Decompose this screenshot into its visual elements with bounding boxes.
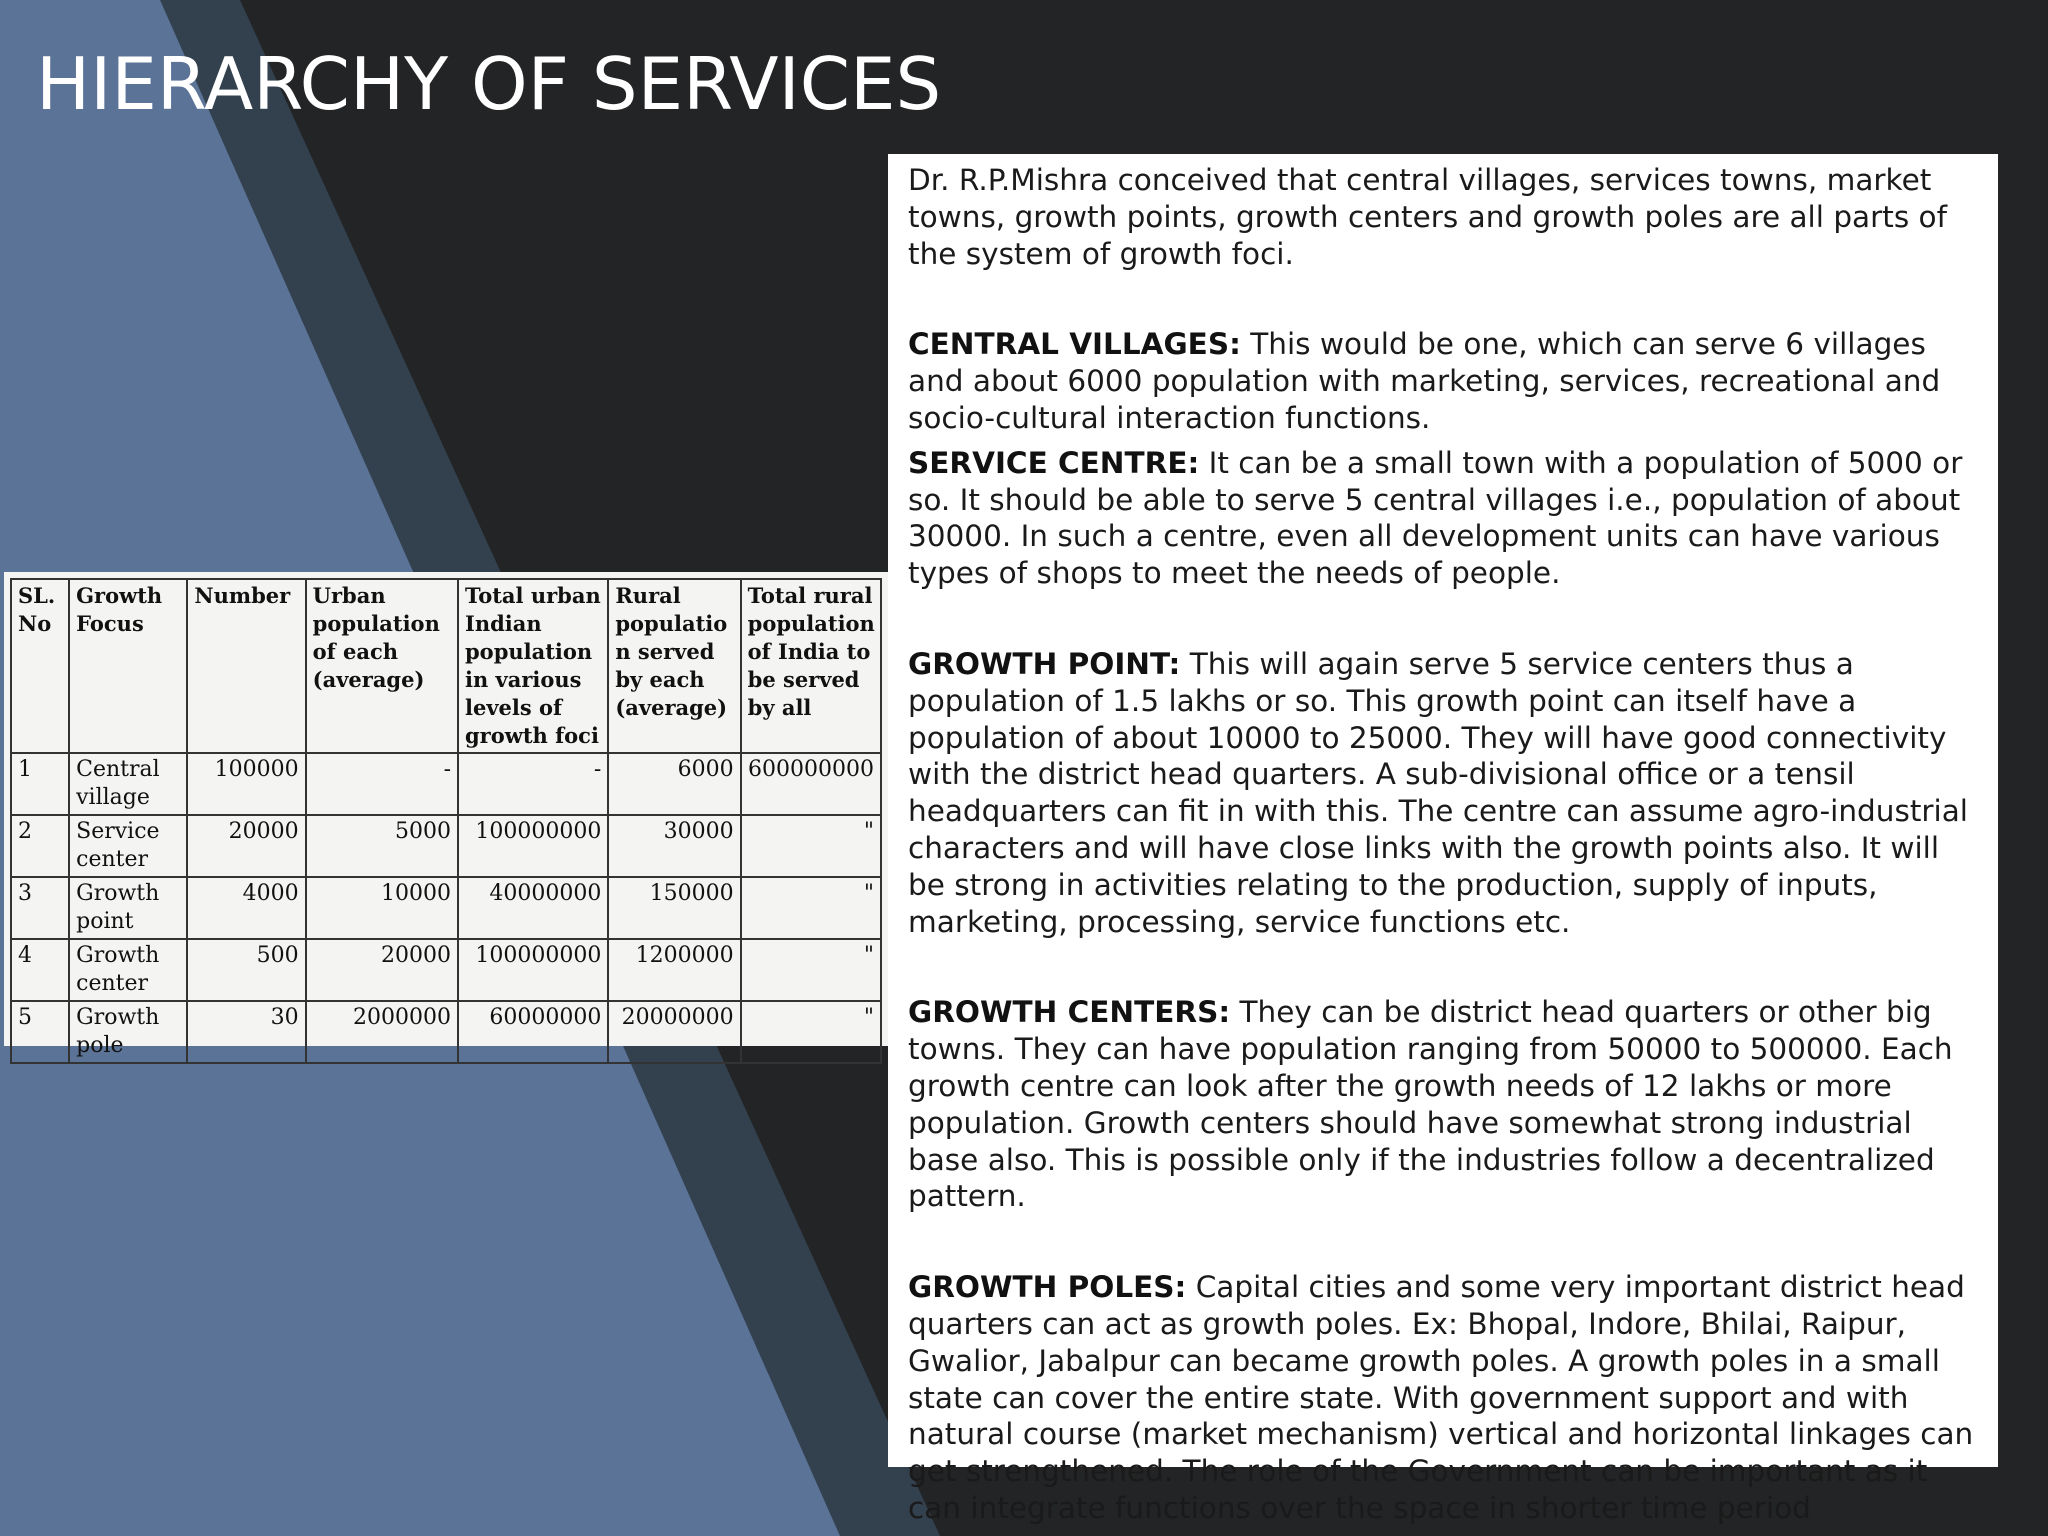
growth-foci-table-image (4, 572, 888, 1058)
growth-poles-text: Capital cities and some very important district head quarters can act as growth poles. Ex: Bhopal, Indore, Bhilai, Raipur, Gwalior, Jabalpur can became growth poles. A growth poles in a small state can cover the entire state. With government support and with natural course (market mechanism) vertical and horizontal linkages can get strengthened. The role of the Government can be important as it can integrate functions over the space in shorter time period (908, 1270, 1974, 1525)
description-panel (888, 154, 1998, 1525)
cell-rural-population-served: 1200000 (608, 939, 740, 1001)
table-row (11, 815, 881, 877)
cell-rural-population-served: 20000000 (608, 1001, 740, 1063)
cell-growth-focus: Growth point (69, 877, 187, 939)
cell-urban-population-each: - (306, 753, 458, 815)
cell-total-rural-population: 600000000 (741, 753, 881, 815)
service-centre-text: It can be a small town with a population of 5000 or so. It should be able to serve 5 central villages i.e., population of about 30000. In such a centre, even all development units can have various types of shops to meet the needs of people. (908, 445, 1963, 591)
cell-growth-focus: Growth pole (69, 1001, 187, 1063)
cell-urban-population-each: 2000000 (306, 1001, 458, 1063)
table-header-row (11, 579, 881, 753)
service-centre-paragraph (908, 445, 1978, 592)
header-rural-population-served: Rural populatio n served by each (average) (608, 579, 740, 753)
cell-number: 4000 (187, 877, 305, 939)
cell-sl-no: 5 (11, 1001, 69, 1063)
header-sl-no: SL. No (11, 579, 69, 753)
cell-urban-population-each: 20000 (306, 939, 458, 1001)
header-total-rural-population: Total rural population of India to be served by all (741, 579, 881, 753)
cell-number: 30 (187, 1001, 305, 1063)
cell-rural-population-served: 30000 (608, 815, 740, 877)
cell-urban-population-each: 5000 (306, 815, 458, 877)
growth-point-paragraph (908, 646, 1978, 940)
cell-total-urban-population: 60000000 (458, 1001, 608, 1063)
table-row (11, 939, 881, 1001)
central-villages-text: This would be one, which can serve 6 villages and about 6000 population with marketing, services, recreational and socio-cultural interaction functions. (908, 327, 1941, 435)
central-villages-label: CENTRAL VILLAGES: (908, 327, 1241, 362)
table-row (11, 877, 881, 939)
cell-number: 100000 (187, 753, 305, 815)
header-number: Number (187, 579, 305, 753)
cell-growth-focus: Growth center (69, 939, 187, 1001)
cell-number: 20000 (187, 815, 305, 877)
cell-rural-population-served: 6000 (608, 753, 740, 815)
slide-title: HIERARCHY OF SERVICES (36, 42, 942, 126)
intro-paragraph: Dr. R.P.Mishra conceived that central villages, services towns, market towns, growth points, growth centers and growth poles are all parts of the system of growth foci. (908, 163, 1947, 271)
cell-urban-population-each: 10000 (306, 877, 458, 939)
growth-poles-paragraph (908, 1269, 1978, 1527)
central-villages-paragraph (908, 326, 1978, 436)
cell-total-rural-population: " (741, 877, 881, 939)
cell-number: 500 (187, 939, 305, 1001)
service-centre-label: SERVICE CENTRE: (908, 445, 1200, 480)
cell-total-rural-population: " (741, 1001, 881, 1063)
growth-foci-table (10, 578, 882, 1064)
header-growth-focus: Growth Focus (69, 579, 187, 753)
cell-total-urban-population: - (458, 753, 608, 815)
cell-total-urban-population: 100000000 (458, 815, 608, 877)
growth-point-text: This will again serve 5 service centers thus a population of 1.5 lakhs or so. This growth point can itself have a population of about 10000 to 25000. They will have good connectivity with the district head quarters. A sub-divisional office or a tensil headquarters can fit in with this. The centre can assume agro-industrial characters and will have close links with the growth points also. It will be strong in activities relating to the production, supply of inputs, marketing, processing, service functions etc. (908, 646, 1968, 939)
cell-growth-focus: Service center (69, 815, 187, 877)
cell-total-rural-population: " (741, 939, 881, 1001)
cell-rural-population-served: 150000 (608, 877, 740, 939)
table-row (11, 753, 881, 815)
cell-sl-no: 1 (11, 753, 69, 815)
cell-sl-no: 4 (11, 939, 69, 1001)
growth-centers-paragraph (908, 994, 1978, 1215)
cell-sl-no: 3 (11, 877, 69, 939)
growth-centers-label: GROWTH CENTERS: (908, 995, 1231, 1030)
header-urban-population-each: Urban population of each (average) (306, 579, 458, 753)
growth-point-label: GROWTH POINT: (908, 646, 1181, 681)
cell-total-rural-population: " (741, 815, 881, 877)
cell-total-urban-population: 100000000 (458, 939, 608, 1001)
cell-total-urban-population: 40000000 (458, 877, 608, 939)
cell-growth-focus: Central village (69, 753, 187, 815)
cell-sl-no: 2 (11, 815, 69, 877)
table-row (11, 1001, 881, 1063)
growth-poles-label: GROWTH POLES: (908, 1270, 1187, 1305)
growth-centers-text: They can be district head quarters or other big towns. They can have population ranging from 50000 to 500000. Each growth centre can look after the growth needs of 12 lakhs or more population. Growth centers should have somewhat strong industrial base also. This is possible only if the industries follow a decentralized pattern. (908, 995, 1953, 1214)
header-total-urban-population: Total urban Indian population in various levels of growth foci (458, 579, 608, 753)
